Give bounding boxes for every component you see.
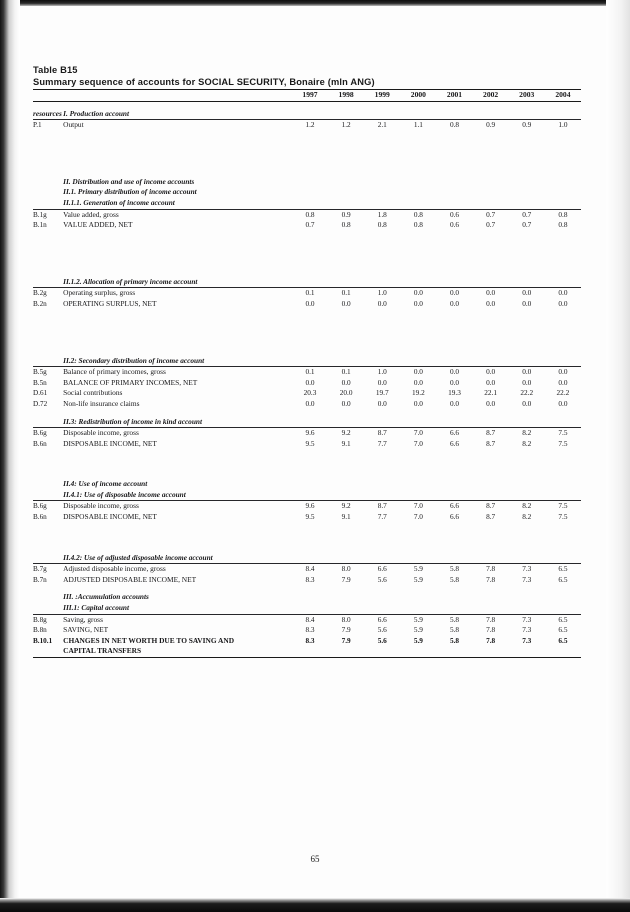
cell-2000: 0.8: [413, 209, 423, 219]
table-title: Summary sequence of accounts for SOCIAL SECURITY, Bonaire (mln ANG): [33, 77, 375, 87]
row-code: B.8g: [33, 615, 47, 624]
spacer: [33, 310, 581, 356]
cell-1999: 1.8: [377, 209, 387, 219]
table-row: [33, 501, 581, 512]
resources-label: resources: [33, 109, 63, 120]
cell-1997: 8.3: [305, 635, 315, 645]
row-code: D.72: [33, 399, 48, 408]
cell-2000: 0.0: [413, 377, 423, 387]
cell-2002: 7.8: [486, 574, 496, 584]
section-label-III-1: III.1: Capital account: [63, 603, 292, 614]
cell-1998: 8.0: [341, 614, 351, 624]
cell-1998: 9.1: [341, 438, 351, 448]
cell-1999: 7.7: [377, 512, 387, 522]
cell-2004: 0.0: [558, 398, 568, 408]
section-label-II-1-1: II.1.1. Generation of income account: [63, 198, 292, 209]
cell-2000: 5.9: [413, 635, 423, 645]
cell-1997: 8.3: [305, 625, 315, 635]
table-content: [33, 64, 581, 658]
cell-1998: 0.1: [341, 288, 351, 298]
section-heading-II-4-1: [33, 490, 581, 501]
cell-2004: 6.5: [558, 635, 568, 645]
row-label: OPERATING SURPLUS, NET: [63, 298, 157, 308]
cell-1997: 9.5: [305, 512, 315, 522]
cell-2003: 0.9: [522, 120, 532, 130]
cell-2000: 5.9: [413, 564, 423, 574]
cell-2004: 0.8: [558, 220, 568, 230]
row-label: Adjusted disposable income, gross: [63, 564, 166, 574]
cell-2002: 7.8: [486, 614, 496, 624]
cell-2002: 0.7: [486, 209, 496, 219]
section-label-II-1: II.1. Primary distribution of income account: [63, 187, 197, 197]
section-heading-II-2: [33, 356, 581, 367]
cell-1999: 5.6: [377, 635, 387, 645]
cell-2002: 8.7: [486, 501, 496, 511]
cell-1998: 7.9: [341, 635, 351, 645]
cell-1998: 0.0: [341, 298, 351, 308]
row-code: B.5g: [33, 368, 47, 377]
cell-2001: 19.3: [448, 388, 461, 398]
row-label: Value added, gross: [63, 209, 119, 219]
table-row: [33, 614, 581, 625]
cell-1998: 1.2: [341, 120, 351, 130]
cell-2000: 7.0: [413, 438, 423, 448]
spacer: [33, 101, 581, 109]
cell-1998: 0.1: [341, 367, 351, 377]
row-code: B.7g: [33, 565, 47, 574]
cell-2000: 0.0: [413, 367, 423, 377]
section-heading-II-3: [33, 417, 581, 428]
cell-2002: 0.0: [486, 367, 496, 377]
cell-1997: 9.6: [305, 428, 315, 438]
cell-2003: 22.2: [520, 388, 534, 398]
row-code: B.2n: [33, 299, 47, 308]
cell-1999: 1.0: [377, 288, 387, 298]
cell-2001: 0.6: [449, 209, 460, 219]
row-label: Disposable income, gross: [63, 428, 139, 438]
accounts-table: [33, 89, 581, 658]
spacer: [33, 585, 581, 592]
cell-2003: 7.3: [522, 564, 532, 574]
cell-2001: 0.8: [449, 120, 460, 130]
row-code: P.1: [33, 121, 42, 130]
cell-2002: 0.9: [486, 120, 496, 130]
row-label: VALUE ADDED, NET: [63, 220, 133, 230]
cell-1998: 0.0: [341, 377, 351, 387]
header-label-col: [63, 90, 292, 102]
cell-2003: 8.2: [522, 512, 532, 522]
cell-2002: 8.7: [486, 512, 496, 522]
cell-2000: 7.0: [413, 501, 423, 511]
table-row: [33, 564, 581, 575]
cell-2003: 8.2: [522, 438, 532, 448]
spacer: [33, 410, 581, 417]
cell-2004: 7.5: [558, 512, 568, 522]
cell-2001: 5.8: [449, 564, 460, 574]
page-edge-right: [606, 0, 630, 912]
page-edge-left: [0, 0, 20, 912]
row-code: B.8n: [33, 626, 47, 635]
cell-2001: 0.0: [449, 398, 460, 408]
table-row: [33, 428, 581, 439]
table-row: [33, 299, 581, 310]
row-code: B.7n: [33, 575, 47, 584]
cell-1998: 0.0: [341, 398, 351, 408]
table-row: [33, 120, 581, 131]
table-header-row: [33, 90, 581, 102]
header-code-col: [33, 90, 63, 102]
cell-2002: 8.7: [486, 438, 496, 448]
cell-2004: 7.5: [558, 428, 568, 438]
cell-1998: 20.0: [339, 388, 353, 398]
year-header-2004: 2004: [545, 90, 581, 102]
cell-1998: 7.9: [341, 574, 351, 584]
row-code: B.6g: [33, 502, 47, 511]
cell-2000: 1.1: [413, 120, 423, 130]
row-code: B.2g: [33, 289, 47, 298]
row-label: Non-life insurance claims: [63, 398, 140, 408]
row-code: B.1g: [33, 210, 47, 219]
row-code: B.5n: [33, 378, 47, 387]
section-heading-II-4-2: [33, 553, 581, 564]
table-row: [33, 399, 581, 410]
row-code: B.6n: [33, 513, 47, 522]
cell-2002: 8.7: [486, 428, 496, 438]
cell-1999: 0.0: [377, 398, 387, 408]
row-code: D.61: [33, 389, 48, 398]
cell-1997: 9.6: [305, 501, 315, 511]
cell-1998: 0.8: [341, 220, 351, 230]
table-row: [33, 625, 581, 636]
cell-2002: 0.0: [486, 377, 496, 387]
cell-1999: 0.0: [377, 377, 387, 387]
row-label: Disposable income, gross: [63, 501, 139, 511]
row-label: Social contributions: [63, 388, 123, 398]
cell-2000: 5.9: [413, 625, 423, 635]
cell-1999: 6.6: [377, 564, 387, 574]
cell-1998: 9.2: [341, 501, 351, 511]
page-number: 65: [310, 854, 320, 864]
cell-1999: 19.7: [375, 388, 389, 398]
table-row: [33, 378, 581, 389]
cell-1997: 0.1: [305, 288, 315, 298]
cell-2003: 0.7: [522, 220, 532, 230]
table-row: [33, 575, 581, 586]
cell-2004: 6.5: [558, 625, 568, 635]
row-label: CHANGES IN NET WORTH DUE TO SAVING AND: [63, 635, 235, 645]
cell-2002: 0.7: [486, 220, 496, 230]
cell-2001: 5.8: [449, 635, 460, 645]
cell-2001: 5.8: [449, 614, 460, 624]
cell-2001: 6.6: [449, 438, 460, 448]
cell-1997: 8.4: [305, 564, 315, 574]
section-heading-III: [33, 592, 581, 603]
section-label-II-4: II.4: Use of income account: [63, 479, 148, 489]
table-row: [33, 512, 581, 523]
cell-1999: 8.7: [377, 428, 387, 438]
cell-2002: 22.1: [484, 388, 498, 398]
cell-1999: 6.6: [377, 614, 387, 624]
cell-2003: 0.0: [522, 298, 532, 308]
cell-1999: 0.8: [377, 220, 387, 230]
cell-1999: 0.0: [377, 298, 387, 308]
year-header-2003: 2003: [509, 90, 545, 102]
year-header-1997: 1997: [292, 90, 328, 102]
cell-1998: 9.2: [341, 428, 351, 438]
cell-2000: 7.0: [413, 512, 423, 522]
cell-2003: 7.3: [522, 574, 532, 584]
table-row: [33, 636, 581, 647]
section-label-II-1-2: II.1.2. Allocation of primary income account: [63, 277, 292, 288]
row-label: DISPOSABLE INCOME, NET: [63, 512, 157, 522]
table-row: [33, 220, 581, 231]
cell-2002: 0.0: [486, 398, 496, 408]
cell-1997: 20.3: [303, 388, 317, 398]
cell-2003: 0.7: [522, 209, 532, 219]
cell-1997: 1.2: [305, 120, 315, 130]
spacer: [33, 131, 581, 177]
row-code: B.1n: [33, 221, 47, 230]
cell-2001: 5.8: [449, 574, 460, 584]
table-row: [33, 439, 581, 450]
cell-1999: 5.6: [377, 625, 387, 635]
row-code: B.10.1: [33, 636, 53, 645]
cell-1998: 9.1: [341, 512, 351, 522]
year-header-2002: 2002: [473, 90, 509, 102]
cell-2000: 0.8: [413, 220, 423, 230]
table-row: [33, 388, 581, 399]
cell-2001: 0.0: [449, 377, 460, 387]
cell-2004: 6.5: [558, 564, 568, 574]
cell-2001: 0.0: [449, 367, 460, 377]
section-heading-II-4: [33, 479, 581, 490]
section-label-II-2: II.2: Secondary distribution of income account: [63, 356, 292, 367]
cell-2000: 5.9: [413, 614, 423, 624]
cell-2003: 7.3: [522, 635, 532, 645]
cell-1999: 2.1: [377, 120, 387, 130]
row-label-line2: CAPITAL TRANSFERS: [63, 646, 292, 657]
cell-2004: 6.5: [558, 574, 568, 584]
cell-1997: 8.3: [305, 574, 315, 584]
cell-2004: 6.5: [558, 614, 568, 624]
cell-1997: 0.0: [305, 377, 315, 387]
section-label-III: III. :Accumulation accounts: [63, 592, 149, 602]
row-label: BALANCE OF PRIMARY INCOMES, NET: [63, 377, 198, 387]
cell-1998: 8.0: [341, 564, 351, 574]
cell-1997: 0.1: [305, 367, 315, 377]
section-heading-production: [33, 109, 581, 120]
cell-2000: 0.0: [413, 398, 423, 408]
cell-2000: 19.2: [411, 388, 425, 398]
cell-2004: 0.0: [558, 377, 568, 387]
section-heading-III-1: [33, 603, 581, 614]
row-code: B.6g: [33, 429, 47, 438]
year-header-2001: 2001: [436, 90, 472, 102]
cell-1999: 5.6: [377, 574, 387, 584]
cell-1999: 7.7: [377, 438, 387, 448]
table-number: Table B15: [33, 65, 78, 75]
cell-2000: 0.0: [413, 288, 423, 298]
cell-2001: 0.6: [449, 220, 460, 230]
cell-2003: 0.0: [522, 398, 532, 408]
cell-2001: 6.6: [449, 501, 460, 511]
cell-1997: 9.5: [305, 438, 315, 448]
cell-2003: 8.2: [522, 501, 532, 511]
cell-1999: 8.7: [377, 501, 387, 511]
table-row: [33, 288, 581, 299]
cell-2004: 0.0: [558, 367, 568, 377]
spacer: [33, 449, 581, 479]
cell-2001: 0.0: [449, 298, 460, 308]
year-header-1999: 1999: [364, 90, 400, 102]
cell-2004: 22.2: [556, 388, 570, 398]
cell-1998: 0.9: [341, 209, 351, 219]
cell-2000: 0.0: [413, 298, 423, 308]
spacer: [33, 231, 581, 277]
cell-2001: 0.0: [449, 288, 460, 298]
cell-2004: 0.0: [558, 298, 568, 308]
table-row: [33, 367, 581, 378]
spacer: [33, 523, 581, 553]
cell-2003: 0.0: [522, 367, 532, 377]
cell-2000: 7.0: [413, 428, 423, 438]
row-code: B.6n: [33, 439, 47, 448]
cell-2004: 7.5: [558, 501, 568, 511]
year-header-1998: 1998: [328, 90, 364, 102]
cell-2003: 7.3: [522, 614, 532, 624]
section-label-II-4-1: II.4.1: Use of disposable income account: [63, 490, 292, 501]
row-label: Balance of primary incomes, gross: [63, 367, 166, 377]
cell-2004: 0.0: [558, 288, 568, 298]
cell-1997: 0.7: [305, 220, 315, 230]
cell-2003: 0.0: [522, 377, 532, 387]
section-label-II-3: II.3: Redistribution of income in kind account: [63, 417, 292, 428]
section-label-II-4-2: II.4.2: Use of adjusted disposable income account: [63, 553, 292, 564]
cell-1999: 1.0: [377, 367, 387, 377]
page-edge-top: [0, 0, 630, 6]
cell-2003: 7.3: [522, 625, 532, 635]
section-heading-II-1: [33, 187, 581, 198]
section-heading-II-1-2: [33, 277, 581, 288]
row-label: DISPOSABLE INCOME, NET: [63, 438, 157, 448]
row-label: Saving, gross: [63, 614, 103, 624]
cell-2002: 7.8: [486, 635, 496, 645]
cell-1998: 7.9: [341, 625, 351, 635]
row-label: Operating surplus, gross: [63, 288, 136, 298]
cell-2001: 6.6: [449, 428, 460, 438]
section-label-I: I. Production account: [63, 109, 292, 120]
row-label: ADJUSTED DISPOSABLE INCOME, NET: [63, 574, 197, 584]
table-row: [33, 209, 581, 220]
cell-2003: 0.0: [522, 288, 532, 298]
cell-2002: 0.0: [486, 288, 496, 298]
cell-2004: 7.5: [558, 438, 568, 448]
cell-1997: 0.8: [305, 209, 315, 219]
cell-2000: 5.9: [413, 574, 423, 584]
cell-2003: 8.2: [522, 428, 532, 438]
cell-1997: 0.0: [305, 298, 315, 308]
row-label: Output: [63, 120, 84, 130]
cell-2001: 6.6: [449, 512, 460, 522]
cell-2002: 0.0: [486, 298, 496, 308]
table-row-continuation: [33, 646, 581, 657]
cell-2001: 5.8: [449, 625, 460, 635]
year-header-2000: 2000: [400, 90, 436, 102]
cell-2004: 1.0: [558, 120, 568, 130]
section-heading-II: [33, 177, 581, 188]
section-heading-II-1-1: [33, 198, 581, 209]
cell-2004: 0.8: [558, 209, 568, 219]
cell-2002: 7.8: [486, 564, 496, 574]
page-edge-bottom: [0, 898, 630, 912]
section-label-II: II. Distribution and use of income accounts: [63, 176, 195, 186]
cell-1997: 0.0: [305, 398, 315, 408]
cell-2002: 7.8: [486, 625, 496, 635]
cell-1997: 8.4: [305, 614, 315, 624]
row-label: SAVING, NET: [63, 625, 109, 635]
